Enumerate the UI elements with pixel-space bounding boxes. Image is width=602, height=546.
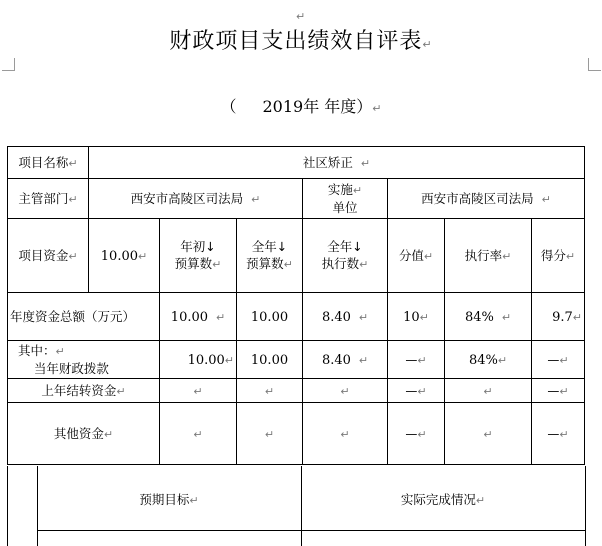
paragraph-mark: ↵ [296, 10, 306, 23]
cell-funds-label: 项目资金↵ [8, 219, 89, 293]
cell-total-points: 10↵ [388, 293, 445, 341]
cell-budget-init-header: 年初↓ 预算数↵ [160, 219, 237, 293]
evaluation-table [7, 146, 585, 465]
table-row [8, 293, 585, 341]
cell-total-exec: 8.40 ↵ [303, 293, 388, 341]
cell-carryover-year: ↵ [237, 379, 303, 403]
cell-other-year: ↵ [237, 403, 303, 465]
cell-score-header: 得分↵ [532, 219, 585, 293]
table-row [8, 219, 585, 293]
cell-current-year: 10.00 [237, 341, 303, 379]
cell-other-rate: ↵ [445, 403, 532, 465]
cell-carryover-rate: ↵ [445, 379, 532, 403]
cell-current-points: —↵ [388, 341, 445, 379]
cell-total-year: 10.00 [237, 293, 303, 341]
paragraph-mark: ↵ [422, 38, 433, 51]
cell-score-value-header: 分值↵ [388, 219, 445, 293]
cell-carryover-score: —↵ [532, 379, 585, 403]
goals-row-line [37, 530, 585, 531]
cell-carryover-points: —↵ [388, 379, 445, 403]
cell-impl-value: 西安市高陵区司法局 ↵ [388, 179, 585, 219]
page-title [0, 24, 602, 55]
cell-funds-unit-value: 10.00↵ [89, 219, 160, 293]
cell-other-init: ↵ [160, 403, 237, 465]
cell-project-name-value: 社区矫正 ↵ [89, 147, 585, 179]
cell-total-label: 年度资金总额（万元） [8, 293, 160, 341]
goals-section [7, 466, 586, 546]
table-row [8, 179, 585, 219]
cell-dept-value: 西安市高陵区司法局 ↵ [89, 179, 303, 219]
cell-current-score: —↵ [532, 341, 585, 379]
cell-carryover-init: ↵ [160, 379, 237, 403]
cell-dept-label: 主管部门↵ [8, 179, 89, 219]
actual-completion-header: 实际完成情况↵ [400, 492, 486, 507]
title-text: 财政项目支出绩效自评表 [169, 29, 423, 54]
cell-other-label: 其他资金↵ [8, 403, 160, 465]
cell-exec-rate-header: 执行率↵ [445, 219, 532, 293]
table-row [8, 147, 585, 179]
table-row [8, 341, 585, 379]
margin-corner-left [2, 58, 15, 71]
year-text: 2019年 年度） [262, 97, 373, 116]
paragraph-mark: ↵ [372, 102, 382, 115]
cell-total-init: 10.00 ↵ [160, 293, 237, 341]
cell-carryover-exec: ↵ [303, 379, 388, 403]
cell-carryover-label: 上年结转资金↵ [8, 379, 160, 403]
expected-goal-header: 预期目标↵ [139, 492, 199, 507]
cell-impl-label: 实施↵ 单位 [303, 179, 388, 219]
cell-other-points: —↵ [388, 403, 445, 465]
cell-current-exec: 8.40 ↵ [303, 341, 388, 379]
table-row [8, 379, 585, 403]
year-line [0, 94, 602, 117]
cell-budget-year-header: 全年↓ 预算数↵ [237, 219, 303, 293]
cell-current-label: 其中：↵ 当年财政拨款 [8, 341, 160, 379]
cell-current-rate: 84%↵ [445, 341, 532, 379]
cell-other-exec: ↵ [303, 403, 388, 465]
cell-total-rate: 84% ↵ [445, 293, 532, 341]
cell-other-score: —↵ [532, 403, 585, 465]
table-row [8, 403, 585, 465]
margin-corner-right [588, 58, 601, 71]
cell-exec-header: 全年↓ 执行数↵ [303, 219, 388, 293]
cell-total-score: 9.7↵ [532, 293, 585, 341]
cell-project-name-label: 项目名称↵ [8, 147, 89, 179]
cell-current-init: 10.00↵ [160, 341, 237, 379]
year-open-paren: （ [220, 97, 237, 116]
